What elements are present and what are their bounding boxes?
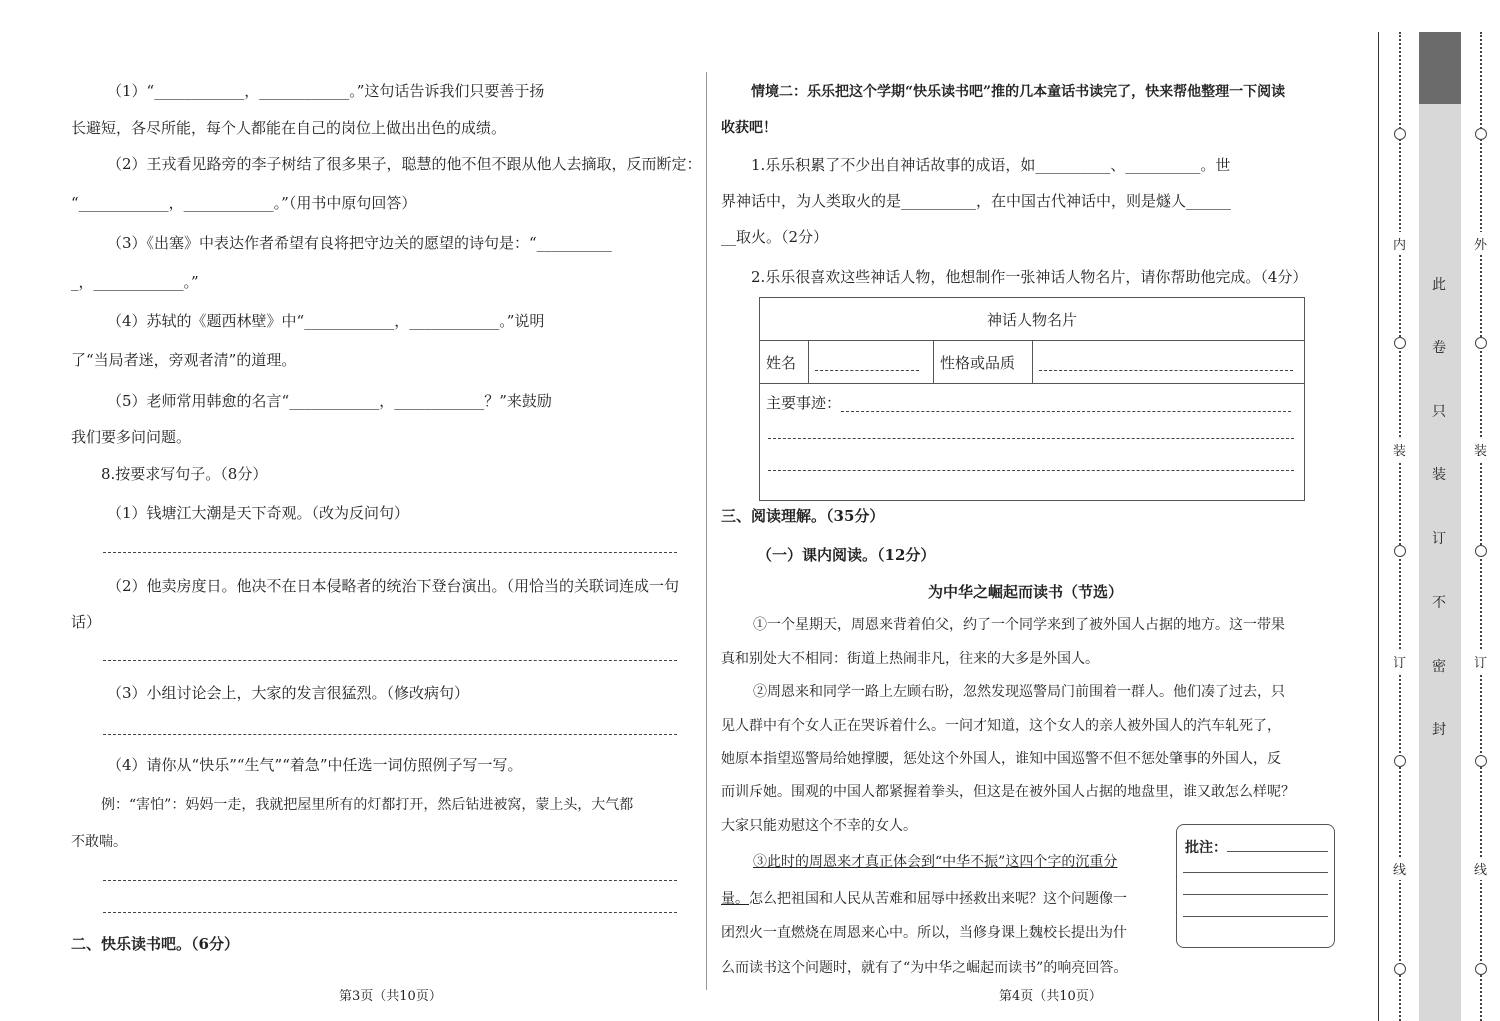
passage-p3-underlined: 量。 xyxy=(721,891,749,907)
myth-q1-line3: __取火。（2分） xyxy=(721,228,829,246)
example-line2: 不敢喘。 xyxy=(71,834,127,850)
scenario-line1: 情境二：乐乐把这个学期“快乐读书吧”推的几本童话书读完了，快来帮他整理一下阅读 xyxy=(751,84,1286,100)
inner-label-xian: 线 xyxy=(1393,857,1406,880)
annotation-line[interactable] xyxy=(1183,894,1328,895)
hole-marker xyxy=(1394,545,1406,557)
section2-heading: 二、快乐读书吧。（6分） xyxy=(71,935,239,953)
q7-item5-line1: （5）老师常用韩愈的名言“____________，____________？”来鼓励 xyxy=(107,392,552,410)
q7-item4-line1: （4）苏轼的《题西林壁》中“____________，____________。”说明 xyxy=(107,312,545,330)
answer-line[interactable] xyxy=(103,660,677,661)
answer-line[interactable] xyxy=(768,438,1294,439)
q7-item3-line2: _，____________。” xyxy=(71,273,199,291)
passage-p3-line4: 么而读书这个问题时，就有了“为中华之崛起而读书”的响亮回答。 xyxy=(721,960,1128,976)
seal-char: 装 xyxy=(1432,467,1446,483)
myth-q1-line2: 界神话中，为人类取火的是__________，在中国古代神话中，则是燧人______ xyxy=(721,192,1232,210)
seal-char: 此 xyxy=(1432,277,1446,293)
annotation-line[interactable] xyxy=(1183,872,1328,873)
seal-char: 卷 xyxy=(1432,340,1446,356)
seal-char: 封 xyxy=(1432,722,1446,738)
q8-item2-line1: （2）他卖房度日。他决不在日本侵略者的统治下登台演出。（用恰当的关联词连成一句 xyxy=(107,577,680,595)
card-title: 神话人物名片 xyxy=(760,298,1305,341)
passage-title: 为中华之崛起而读书（节选） xyxy=(928,583,1124,601)
q8-heading: 8.按要求写句子。（8分） xyxy=(101,465,268,483)
annotation-box[interactable] xyxy=(1176,824,1335,948)
hole-marker xyxy=(1394,337,1406,349)
q8-item2-line2: 话） xyxy=(71,613,102,631)
q7-item2-line1: （2）王戎看见路旁的李子树结了很多果子，聪慧的他不但不跟从他人去摘取，反而断定： xyxy=(107,155,702,173)
page-footer-left: 第3页（共10页） xyxy=(339,989,442,1004)
q7-item4-line2: 了“当局者迷，旁观者清”的道理。 xyxy=(71,351,297,369)
answer-line[interactable] xyxy=(103,880,677,881)
q8-item1: （1）钱塘江大潮是天下奇观。（改为反问句） xyxy=(107,504,410,522)
passage-p3-line1: ③此时的周恩来才真正体会到“中华不振”这四个字的沉重分 xyxy=(753,854,1118,870)
passage-p3-line2 xyxy=(721,889,1127,909)
card-name-field[interactable] xyxy=(809,341,934,384)
annotation-label: 批注： xyxy=(1185,840,1227,856)
answer-line[interactable] xyxy=(103,912,677,913)
inner-label-zhuang: 装 xyxy=(1393,438,1406,461)
binding-border xyxy=(1378,32,1379,1021)
hole-marker xyxy=(1394,128,1406,140)
reading-sub1-heading: （一）课内阅读。（12分） xyxy=(757,546,936,564)
hole-marker xyxy=(1475,337,1487,349)
answer-line[interactable] xyxy=(103,734,677,735)
page-divider xyxy=(706,72,707,990)
q8-item3: （3）小组讨论会上，大家的发言很猛烈。（修改病句） xyxy=(107,684,470,702)
page-footer-right: 第4页（共10页） xyxy=(999,989,1102,1004)
passage-p3-line2-text: 怎么把祖国和人民从苦难和屈辱中拯救出来呢？这个问题像一 xyxy=(749,891,1127,907)
q7-item1-line1: （1）“____________，____________。”这句话告诉我们只要善于扬 xyxy=(107,82,545,100)
seal-strip xyxy=(1419,32,1461,1021)
outer-label-wai: 外 xyxy=(1474,232,1487,255)
q7-item2-line2: “____________，____________。”（用书中原句回答） xyxy=(71,194,417,212)
hole-marker xyxy=(1394,755,1406,767)
outer-label-zhuang: 装 xyxy=(1474,438,1487,461)
passage-p2-line5: 大家只能劝慰这个不幸的女人。 xyxy=(721,818,917,834)
outer-label-xian: 线 xyxy=(1474,857,1487,880)
passage-p2-line1: ②周恩来和同学一路上左顾右盼，忽然发现巡警局门前围着一群人。他们凑了过去，只 xyxy=(753,684,1285,700)
hole-marker xyxy=(1475,963,1487,975)
passage-p3-line3: 团烈火一直燃烧在周恩来心中。所以，当修身课上魏校长提出为什 xyxy=(721,925,1127,941)
answer-line[interactable] xyxy=(768,470,1294,471)
annotation-line[interactable] xyxy=(1183,916,1328,917)
card-trait-label: 性格或品质 xyxy=(934,341,1033,384)
outer-label-ding: 订 xyxy=(1474,650,1487,673)
seal-char: 不 xyxy=(1432,595,1446,611)
q7-item5-line2: 我们要多问问题。 xyxy=(71,428,192,446)
hole-marker xyxy=(1475,128,1487,140)
hole-marker xyxy=(1475,545,1487,557)
card-trait-field[interactable] xyxy=(1033,341,1305,384)
passage-p2-line4: 而训斥她。围观的中国人都紧握着拳头，但这是在被外国人占据的地盘里，谁又敢怎么样呢？ xyxy=(721,784,1295,800)
card-deeds-cell[interactable] xyxy=(760,384,1305,501)
seal-char: 只 xyxy=(1432,404,1446,420)
annotation-line[interactable] xyxy=(1227,851,1328,852)
myth-q2: 2.乐乐很喜欢这些神话人物，他想制作一张神话人物名片，请你帮助他完成。（4分） xyxy=(751,268,1308,286)
card-deeds-label: 主要事迹： xyxy=(766,394,842,412)
q7-item3-line1: （3）《出塞》中表达作者希望有良将把守边关的愿望的诗句是：“__________ xyxy=(107,234,612,252)
q7-item1-line2: 长避短，各尽所能，每个人都能在自己的岗位上做出出色的成绩。 xyxy=(71,119,507,137)
seal-char: 订 xyxy=(1432,531,1446,547)
section3-heading: 三、阅读理解。（35分） xyxy=(721,507,885,525)
hole-marker xyxy=(1394,963,1406,975)
inner-label-nei: 内 xyxy=(1393,232,1406,255)
seal-strip-cap xyxy=(1419,32,1461,104)
example-line1: 例：“害怕”：妈妈一走，我就把屋里所有的灯都打开，然后钻进被窝，蒙上头，大气都 xyxy=(101,797,634,813)
seal-char: 密 xyxy=(1432,659,1446,675)
passage-p1-line1: ①一个星期天，周恩来背着伯父，约了一个同学来到了被外国人占据的地方。这一带果 xyxy=(753,617,1285,633)
card-name-label: 姓名 xyxy=(760,341,809,384)
myth-q1-line1: 1.乐乐积累了不少出自神话故事的成语，如__________、__________。世 xyxy=(751,156,1231,174)
answer-line[interactable] xyxy=(103,552,677,553)
inner-label-ding: 订 xyxy=(1393,650,1406,673)
hole-marker xyxy=(1475,755,1487,767)
myth-character-card xyxy=(759,297,1305,501)
passage-p2-line3: 她原本指望巡警局给她撑腰，惩处这个外国人，谁知中国巡警不但不惩处肇事的外国人，反 xyxy=(721,751,1281,767)
passage-p2-line2: 见人群中有个女人正在哭诉着什么。一问才知道，这个女人的亲人被外国人的汽车轧死了， xyxy=(721,718,1281,734)
q8-item4: （4）请你从“快乐”“生气”“着急”中任选一词仿照例子写一写。 xyxy=(107,756,523,774)
scenario-line2: 收获吧！ xyxy=(721,120,777,136)
passage-p1-line2: 真和别处大不相同：街道上热闹非凡，往来的大多是外国人。 xyxy=(721,651,1099,667)
